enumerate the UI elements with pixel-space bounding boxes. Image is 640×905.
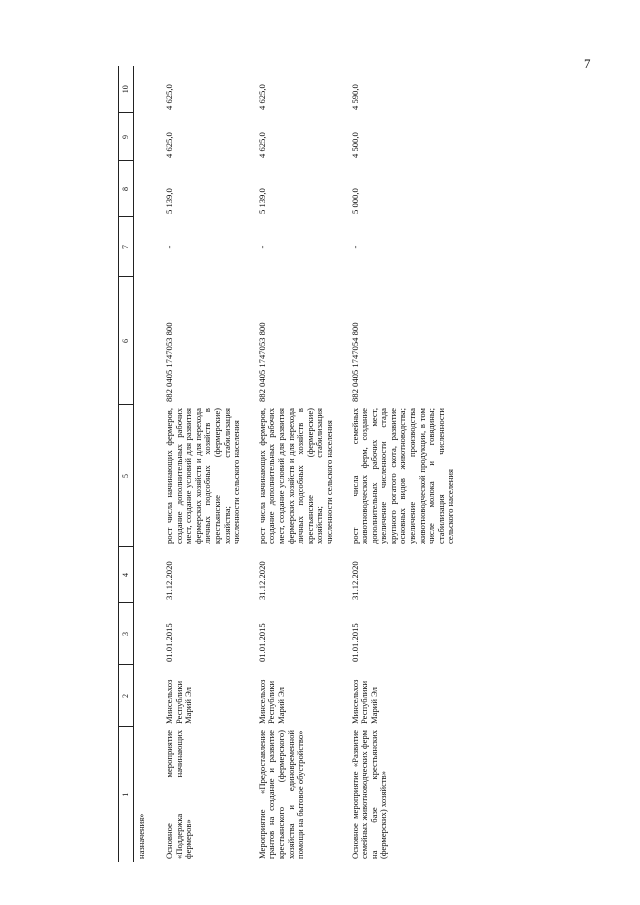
budget-code: 882 0405 1747054 800 (349, 322, 360, 402)
budget-code: 882 0405 1747053 800 (164, 322, 174, 402)
continued-row (134, 66, 150, 862)
value-col-7: - (349, 245, 360, 249)
measure-name: Основное мероприятие «Развитие семейных животноводческих ферм на базе крестьянских (фермерских) хозяйств» (349, 730, 389, 859)
col-num-9: 9 (119, 113, 134, 161)
end-date: 31.12.2020 (164, 561, 174, 600)
col-num-3: 3 (119, 603, 134, 665)
value-col-9: 4 625,0 (164, 132, 174, 158)
executor: Минсельхоз Республики Марий Эл (164, 679, 194, 724)
program-table (118, 66, 456, 862)
rotated-table-page (118, 66, 538, 862)
start-date: 01.01.2015 (164, 623, 174, 662)
executor: Минсельхоз Республики Марий Эл (349, 679, 379, 724)
continued-text: назначения» (136, 813, 146, 859)
col-num-1: 1 (119, 727, 134, 862)
expected-result: рост числа начинающих фермеров, создание дополнительных рабочих мест, создание условий для развития фермерских хозяйств и для перехода личных подсобных хозяйств в крестьянские (фермерские) хозяйства; стабилизация численности сельского населения (164, 408, 242, 544)
value-col-9: 4 500,0 (349, 132, 360, 158)
col-num-2: 2 (119, 665, 134, 727)
executor: Минсельхоз Республики Марий Эл (256, 679, 286, 724)
value-col-10: 4 625,0 (256, 84, 267, 110)
table-row (149, 66, 242, 862)
value-col-7: - (256, 245, 267, 249)
budget-code: 882 0405 1747053 800 (256, 322, 267, 402)
col-num-7: 7 (119, 217, 134, 277)
value-col-8: 5 000,0 (349, 188, 360, 214)
value-col-9: 4 625,0 (256, 132, 267, 158)
value-col-10: 4 625,0 (164, 84, 174, 110)
expected-result: рост числа семейных животноводческих ферм, создание дополнительных рабочих мест, увеличение численности стада крупного рогатого скота, развитие основных видов животноводства; увеличение производства животноводческой продукции, в том числе молока и говядины; стабилизация численности сельского населения (349, 408, 456, 544)
end-date: 31.12.2020 (256, 561, 267, 600)
page-number: 7 (584, 56, 591, 71)
value-col-7: - (164, 245, 174, 249)
column-number-header (119, 66, 134, 862)
expected-result: рост числа начинающих фермеров, создание дополнительных рабочих мест, создание условий для развития фермерских хозяйств и для перехода личных подсобных хозяйств в крестьянские (фермерские) хозяйства; стабилизация численности сельского населения (256, 408, 334, 544)
value-col-8: 5 139,0 (164, 188, 174, 214)
table-row (242, 66, 335, 862)
end-date: 31.12.2020 (349, 561, 360, 600)
col-num-6: 6 (119, 277, 134, 405)
table-row (335, 66, 457, 862)
start-date: 01.01.2015 (349, 623, 360, 662)
col-num-10: 10 (119, 66, 134, 113)
measure-name: Мероприятие «Предоставление грантов на создание и развитие крестьянского (фермерского) хозяйства и единовременной помощи на бытовое обустройство» (256, 730, 306, 859)
start-date: 01.01.2015 (256, 623, 267, 662)
value-col-8: 5 139,0 (256, 188, 267, 214)
measure-name: Основное мероприятие «Поддержка начинающих фермеров» (164, 730, 194, 859)
value-col-10: 4 590,0 (349, 84, 360, 110)
col-num-8: 8 (119, 161, 134, 217)
col-num-5: 5 (119, 405, 134, 547)
col-num-4: 4 (119, 547, 134, 603)
